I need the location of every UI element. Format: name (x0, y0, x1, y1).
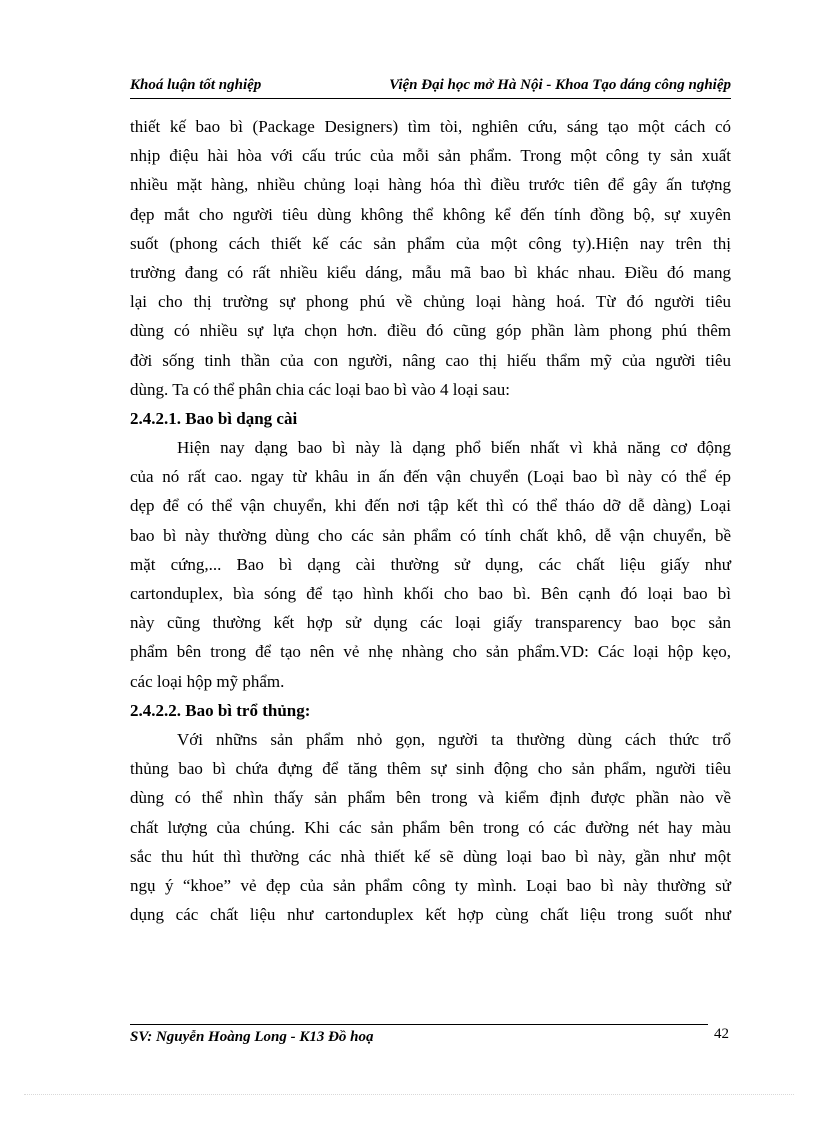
paragraph-intro (130, 112, 731, 404)
text-line: nhiều mặt hàng, nhiều chủng loại hàng hóa thì điều trước tiên để gây ấn tượng (130, 175, 731, 195)
text-line: đẹp mắt cho người tiêu dùng không thể không kể đến tính đồng bộ, sự xuyên (130, 204, 731, 224)
page-number: 42 (714, 1026, 729, 1042)
text-line: dẹp để có thể vận chuyển, khi đến nơi tập kết thì có thể tháo dỡ dễ dàng) Loại (130, 496, 731, 516)
paragraph-bao-bi-dang-cai (130, 433, 731, 696)
text-line: đời sống tinh thần của con người, nâng cao thị hiếu thẩm mỹ của người tiêu (130, 350, 731, 370)
text-line: phẩm bên trong để tạo nên vẻ nhẹ nhàng cho sản phẩm.VD: Các loại hộp kẹo, (130, 642, 731, 662)
text-line: suốt (phong cách thiết kế các sản phẩm của một công ty).Hiện nay trên thị (130, 233, 731, 253)
page-footer (130, 1024, 731, 1050)
paragraph-bao-bi-tro-thung (130, 725, 731, 929)
footer-divider (130, 1024, 708, 1025)
text-line: ngụ ý “khoe” vẻ đẹp của sản phẩm công ty mình. Loại bao bì này thường sử (130, 875, 731, 895)
page-header (130, 74, 731, 99)
text-line: dùng có thể nhìn thấy sản phẩm bên trong và kiểm định được phần nào về (130, 788, 731, 808)
text-line: mặt cứng,... Bao bì dạng cài thường sử dụng, các chất liệu giấy như (130, 554, 731, 574)
text-line: nhịp điệu hài hòa với cấu trúc của mỗi sản phẩm. Trong một công ty sản xuất (130, 146, 731, 166)
header-institution-label: Viện Đại học mở Hà Nội - Khoa Tạo dáng công nghiệp (389, 77, 731, 93)
footer-student-label: SV: Nguyễn Hoàng Long - K13 Đồ hoạ (130, 1029, 374, 1045)
text-line: cartonduplex, bìa sóng để tạo hình khối cho bao bì. Bên cạnh đó loại bao bì (130, 584, 731, 603)
text-line: thủng bao bì chứa đựng để tăng thêm sự sinh động cho sản phẩm, người tiêu (130, 759, 731, 779)
header-thesis-label: Khoá luận tốt nghiệp (130, 77, 262, 93)
section-heading-2-4-2-2: 2.4.2.2. Bao bì trổ thủng: (130, 700, 311, 720)
text-line: chất lượng của chúng. Khi các sản phẩm bên trong có các đường nét hay màu (130, 817, 731, 837)
text-line: trường đang có rất nhiều kiểu dáng, mẫu mã bao bì khác nhau. Điều đó mang (130, 262, 731, 282)
text-line: này cũng thường kết hợp sử dụng các loại giấy transparency bao bọc sản (130, 613, 731, 633)
text-line: sắc thu hút thì thường các nhà thiết kế sẽ dùng loại bao bì này, gần như một (130, 846, 731, 866)
text-line: dùng có nhiều sự lựa chọn hơn. điều đó cũng góp phần làm phong phú thêm (130, 321, 731, 341)
page-body (130, 112, 731, 929)
text-line: dụng các chất liệu như cartonduplex kết hợp cùng chất liệu trong suốt như (130, 905, 731, 925)
text-line: bao bì này thường dùng cho các sản phẩm có tính chất khô, dễ vận chuyển, bề (130, 525, 731, 545)
text-line: Hiện nay dạng bao bì này là dạng phổ biến nhất vì khả năng cơ động (177, 438, 731, 458)
text-line: dùng. Ta có thể phân chia các loại bao bì vào 4 loại sau: (130, 379, 510, 399)
text-line: thiết kế bao bì (Package Designers) tìm tòi, nghiên cứu, sáng tạo một cách có (130, 117, 731, 136)
text-line: Với nhữns sản phẩm nhỏ gọn, người ta thường dùng cách thức trổ (177, 729, 731, 749)
text-line: của nó rất cao. ngay từ khâu in ấn đến vận chuyển (Loại bao bì này có thể ép (130, 467, 731, 487)
text-line: các loại hộp mỹ phẩm. (130, 671, 285, 691)
text-line: lại cho thị trường sự phong phú về chủng loại hàng hoá. Từ đó người tiêu (130, 292, 731, 312)
section-heading-2-4-2-1: 2.4.2.1. Bao bì dạng cài (130, 408, 298, 428)
page-edge-divider (24, 1094, 794, 1095)
